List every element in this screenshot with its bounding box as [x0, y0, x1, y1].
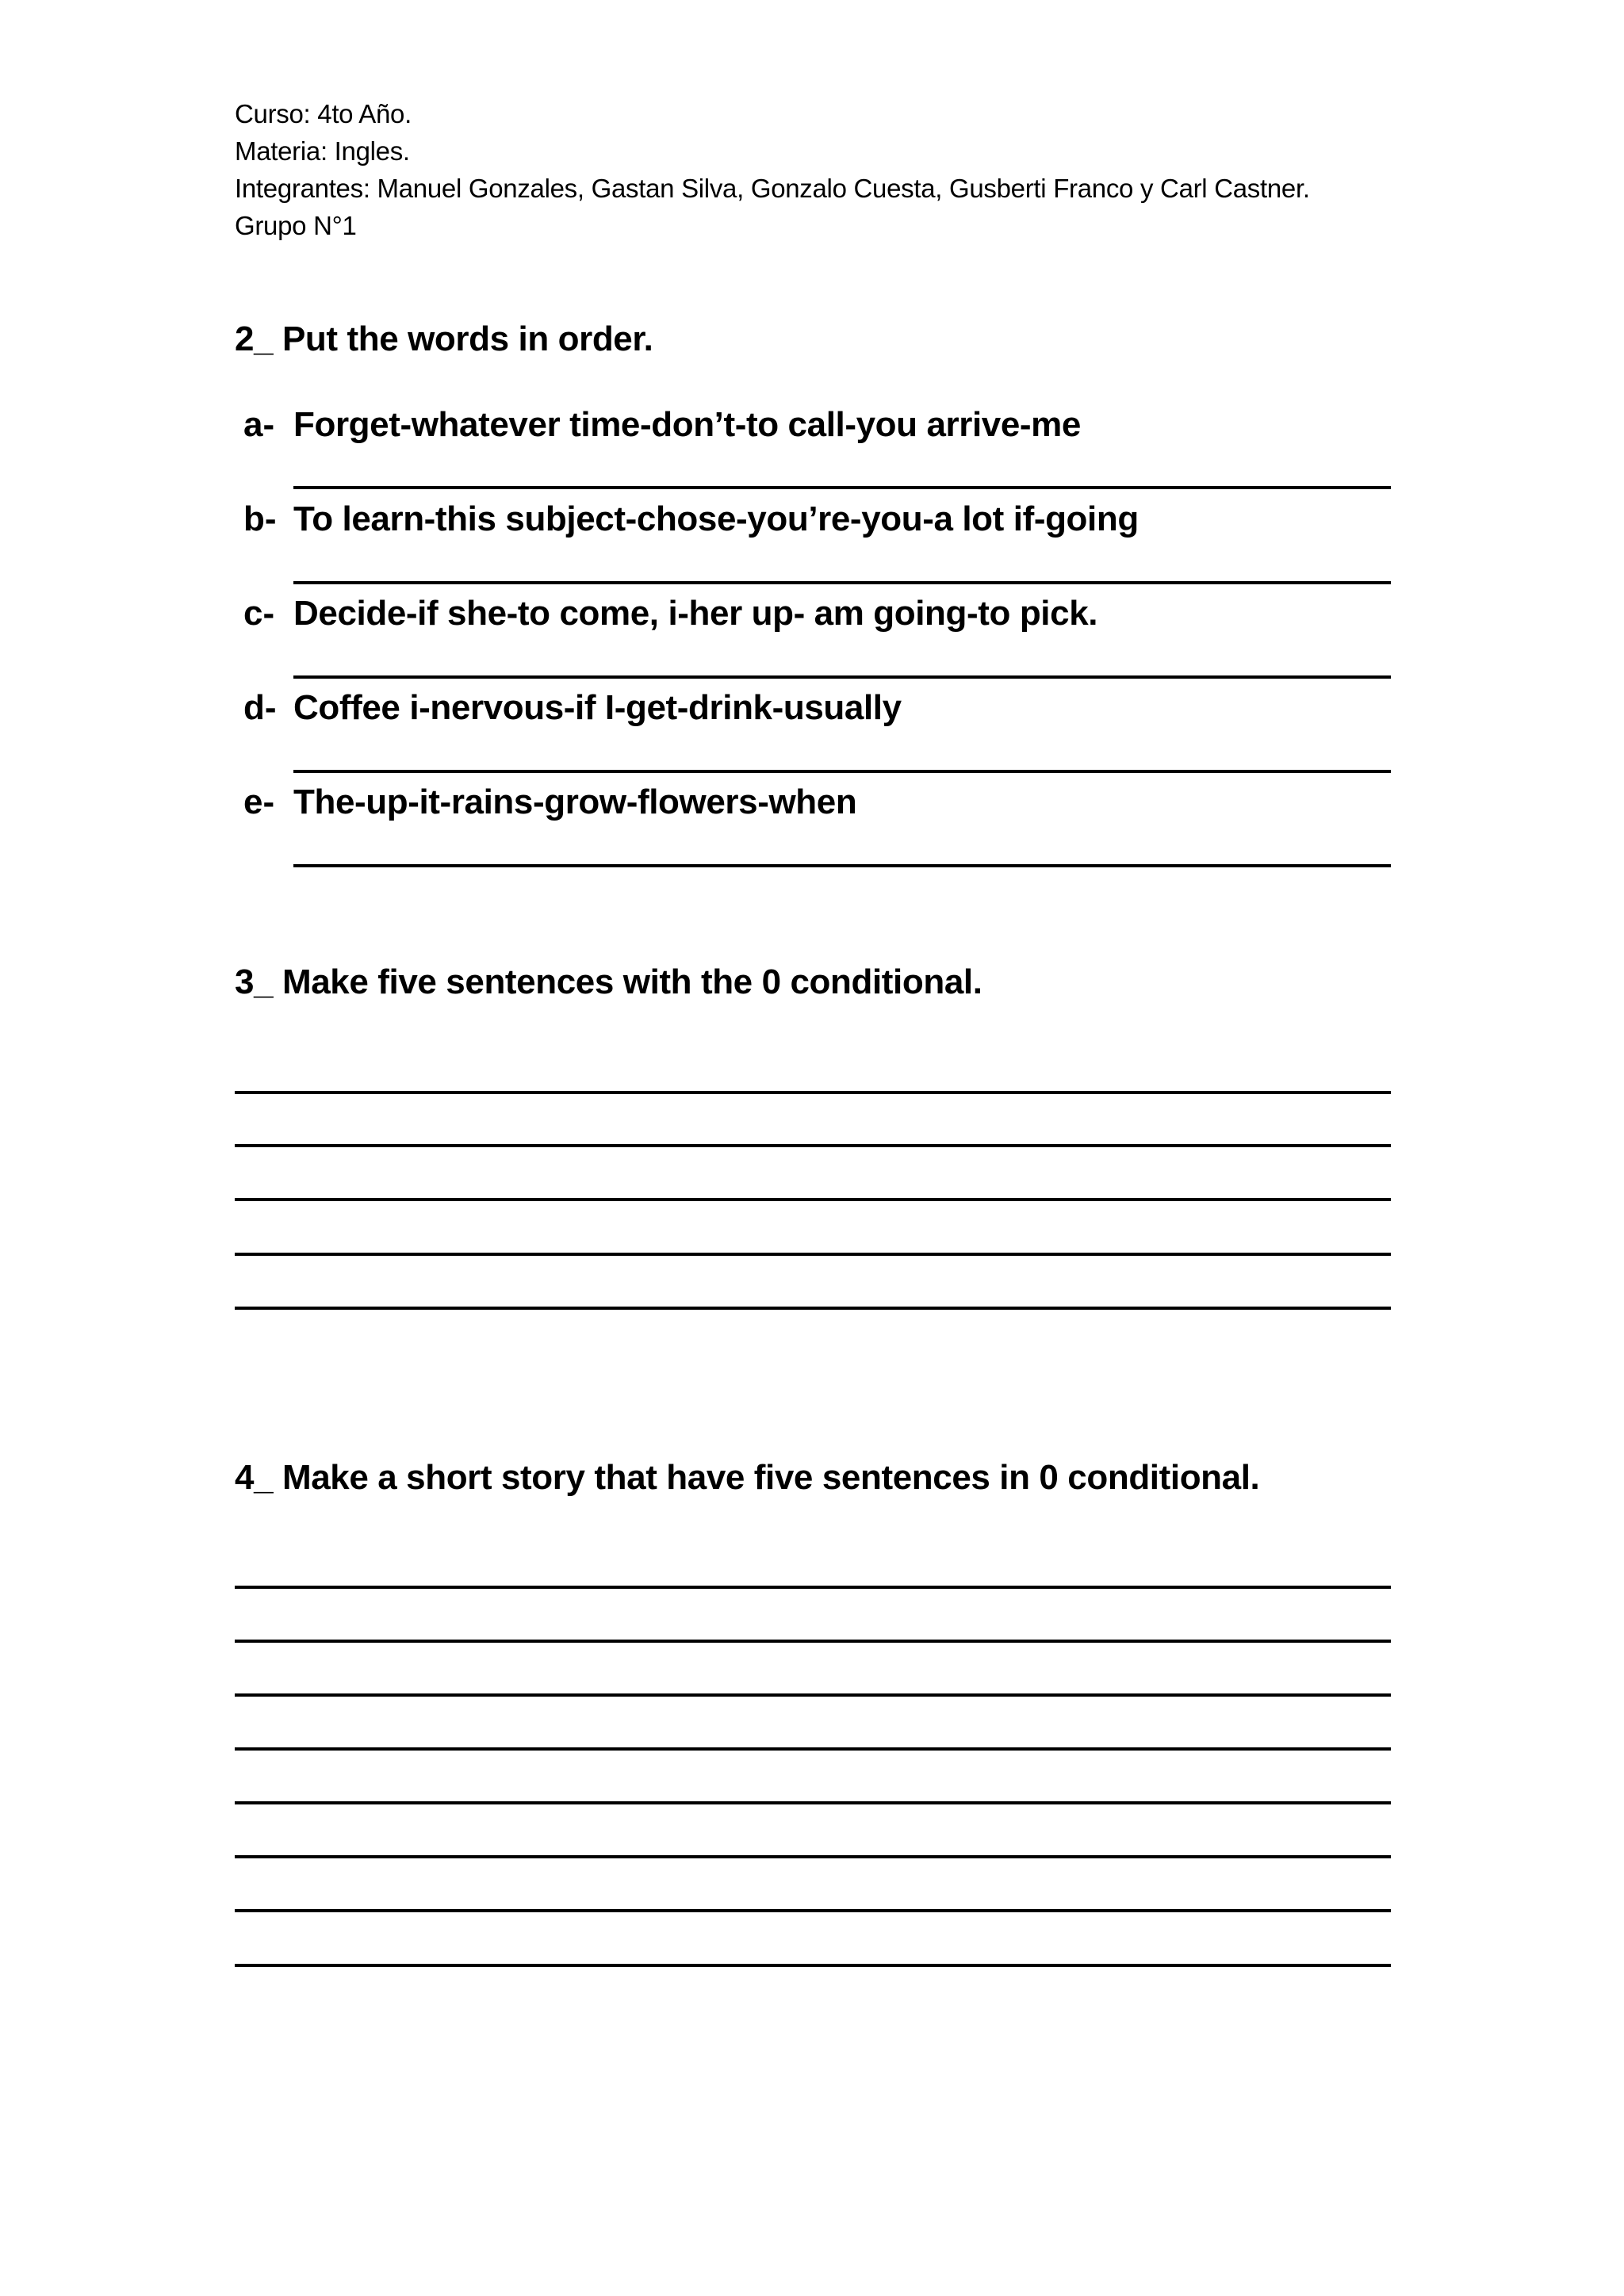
section-3-answer-line[interactable]: [235, 1253, 1391, 1256]
section-2-title: 2_ Put the words in order.: [235, 320, 653, 358]
item-b-letter: b-: [243, 499, 277, 538]
item-a-letter: a-: [243, 405, 275, 444]
item-c-letter: c-: [243, 594, 275, 633]
item-c-text: Decide-if she-to come, i-her up- am going-to pick.: [293, 594, 1098, 633]
course-line: Curso: 4to Año.: [235, 99, 412, 128]
subject-line: Materia: Ingles.: [235, 136, 410, 166]
item-d-letter: d-: [243, 688, 277, 727]
section-4-answer-line[interactable]: [235, 1964, 1391, 1967]
item-a-text: Forget-whatever time-don’t-to call-you arrive-me: [293, 405, 1081, 444]
item-d-answer-line[interactable]: [293, 770, 1391, 773]
item-e-answer-line[interactable]: [293, 864, 1391, 867]
item-b-answer-line[interactable]: [293, 581, 1391, 584]
section-4-answer-line[interactable]: [235, 1640, 1391, 1643]
members-line: Integrantes: Manuel Gonzales, Gastan Silva, Gonzalo Cuesta, Gusberti Franco y Carl Castner.: [235, 174, 1310, 203]
section-4-answer-line[interactable]: [235, 1855, 1391, 1858]
section-3-answer-line[interactable]: [235, 1144, 1391, 1147]
item-a-answer-line[interactable]: [293, 486, 1391, 489]
section-3-answer-line[interactable]: [235, 1307, 1391, 1310]
section-3-answer-line[interactable]: [235, 1198, 1391, 1201]
item-d-text: Coffee i-nervous-if I-get-drink-usually: [293, 688, 902, 727]
section-4-answer-line[interactable]: [235, 1801, 1391, 1804]
item-b-text: To learn-this subject-chose-you’re-you-a lot if-going: [293, 499, 1139, 538]
item-e-letter: e-: [243, 783, 275, 821]
group-line: Grupo N°1: [235, 211, 357, 240]
section-4-title: 4_ Make a short story that have five sentences in 0 conditional.: [235, 1458, 1260, 1497]
section-3-answer-line[interactable]: [235, 1091, 1391, 1094]
item-e-text: The-up-it-rains-grow-flowers-when: [293, 783, 857, 821]
section-4-answer-line[interactable]: [235, 1586, 1391, 1589]
section-4-answer-line[interactable]: [235, 1693, 1391, 1697]
section-3-title: 3_ Make five sentences with the 0 conditional.: [235, 962, 982, 1001]
section-4-answer-line[interactable]: [235, 1909, 1391, 1912]
section-4-answer-line[interactable]: [235, 1747, 1391, 1751]
item-c-answer-line[interactable]: [293, 675, 1391, 679]
